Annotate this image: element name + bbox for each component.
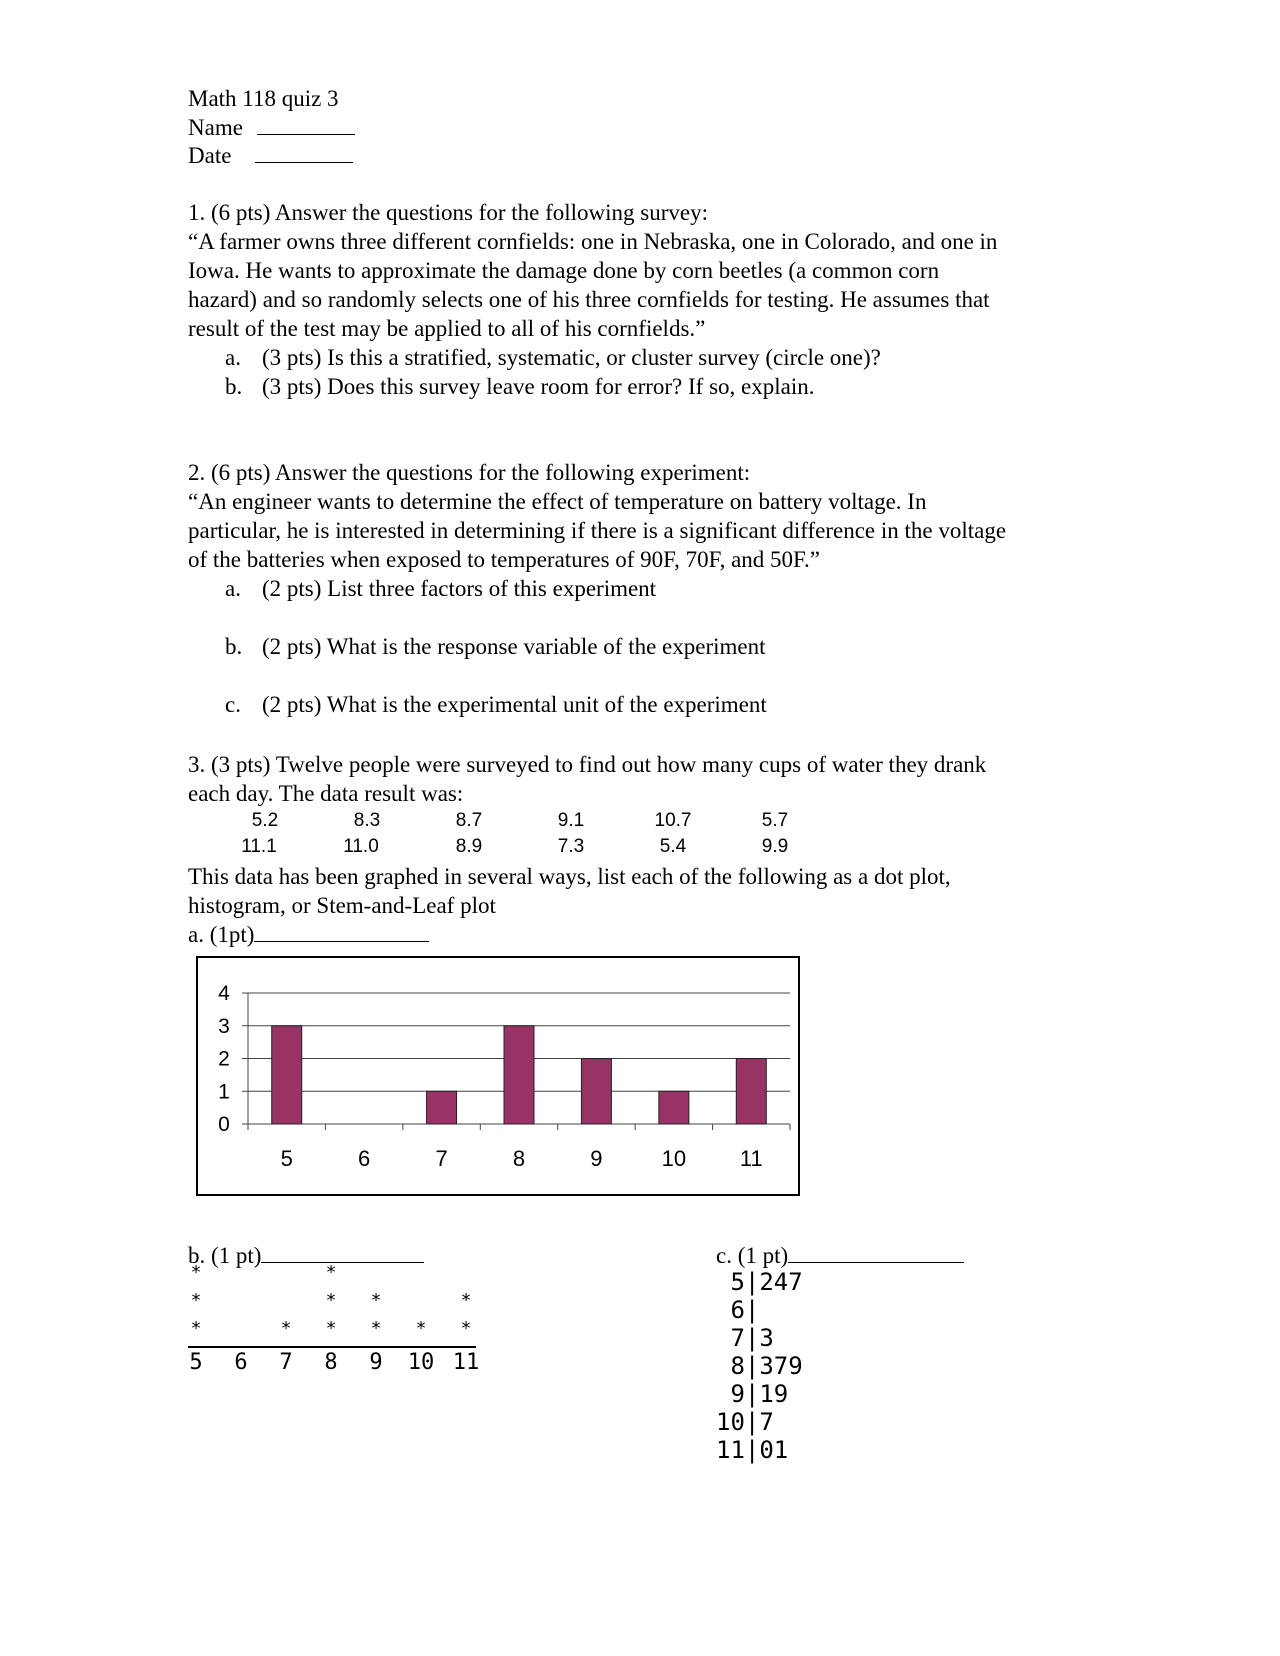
part-a-blank[interactable] — [254, 921, 429, 942]
stem-leaf-row: 11|01 — [716, 1436, 789, 1464]
q2-part-a-marker: a. — [225, 576, 241, 601]
q3-after-line: histogram, or Stem-and-Leaf plot — [188, 893, 496, 918]
q1-part-b-marker: b. — [225, 374, 243, 399]
q1-part-a-marker: a. — [225, 345, 241, 370]
dot-plot-axis-label: 7 — [279, 1350, 293, 1375]
name-line — [188, 113, 355, 142]
data-row-1 — [0, 810, 1280, 834]
q2-part-b-marker: b. — [225, 634, 243, 659]
q2-part-c-text: (2 pts) What is the experimental unit of the experiment — [262, 692, 767, 717]
data-value: 10.7 — [654, 810, 692, 831]
q1-part-b-text: (3 pts) Does this survey leave room for error? If so, explain. — [262, 374, 815, 399]
q1-line: “A farmer owns three different cornfields: one in Nebraska, one in Colorado, and one in — [188, 229, 998, 254]
data-value: 11.0 — [343, 836, 379, 857]
data-value: 9.1 — [557, 810, 585, 831]
q2-part-b-text: (2 pts) What is the response variable of the experiment — [262, 634, 766, 659]
q1-line: Iowa. He wants to approximate the damage done by corn beetles (a common corn — [188, 258, 940, 283]
dot-plot-axis-line — [188, 1346, 476, 1348]
part-b-label: b. (1 pt) — [188, 1243, 262, 1268]
q1-intro: 1. (6 pts) Answer the questions for the following survey: — [188, 200, 708, 225]
y-tick-label: 3 — [218, 1014, 230, 1038]
dot-plot-mark: * — [460, 1318, 472, 1339]
dot-plot-axis-label: 5 — [189, 1350, 203, 1375]
data-value: 9.9 — [761, 836, 789, 857]
date-line — [188, 141, 353, 170]
dot-plot-axis-label: 11 — [452, 1350, 480, 1375]
stem-leaf-row: 5|247 — [716, 1268, 803, 1296]
part-a-label: a. (1pt) — [188, 922, 255, 947]
data-value: 7.3 — [557, 836, 585, 857]
dot-plot-axis-labels — [181, 1350, 481, 1376]
q2-part-a-text: (2 pts) List three factors of this experiment — [262, 576, 657, 601]
histogram-chart — [196, 956, 800, 1196]
stem-leaf-row: 10|7 — [716, 1408, 774, 1436]
dot-plot-mark: * — [370, 1290, 382, 1311]
q1-part-a-text: (3 pts) Is this a stratified, systematic, or cluster survey (circle one)? — [262, 345, 881, 370]
q3-intro-line: each day. The data result was: — [188, 781, 464, 806]
part-b-blank[interactable] — [261, 1242, 424, 1263]
dot-plot-mark: * — [460, 1290, 472, 1311]
part-c-blank[interactable] — [788, 1242, 964, 1263]
date-label: Date — [188, 143, 232, 168]
dot-plot-mark: * — [370, 1318, 382, 1339]
histogram-bar — [504, 1026, 534, 1124]
name-label: Name — [188, 115, 243, 140]
data-value: 5.4 — [659, 836, 687, 857]
dot-plot-axis-label: 10 — [407, 1350, 435, 1375]
data-value: 5.7 — [761, 810, 789, 831]
stem-leaf-row: 8|379 — [716, 1352, 803, 1380]
x-tick-label: 7 — [435, 1146, 448, 1171]
dot-plot-mark: * — [190, 1318, 202, 1339]
histogram-bar — [581, 1059, 611, 1125]
dot-plot-mark: * — [280, 1318, 292, 1339]
stem-leaf-plot — [716, 1268, 803, 1464]
dot-plot-axis-label: 9 — [369, 1350, 383, 1375]
dot-plot — [181, 1262, 481, 1375]
date-blank[interactable] — [255, 142, 353, 163]
data-value: 11.1 — [241, 836, 277, 857]
part-c-line — [716, 1241, 964, 1270]
stem-leaf-row: 7|3 — [716, 1324, 774, 1352]
dot-plot-mark: * — [325, 1290, 337, 1311]
y-tick-label: 4 — [218, 982, 230, 1005]
q2-line: “An engineer wants to determine the effect of temperature on battery voltage. In — [188, 489, 927, 514]
name-blank[interactable] — [257, 114, 355, 135]
y-tick-label: 2 — [218, 1047, 230, 1071]
q2-part-c-marker: c. — [225, 692, 241, 717]
data-value: 8.9 — [455, 836, 483, 857]
part-a-line — [188, 920, 429, 949]
q1-line: result of the test may be applied to all of his cornfields.” — [188, 316, 706, 341]
q2-line: of the batteries when exposed to temperatures of 90F, 70F, and 50F.” — [188, 547, 820, 572]
part-c-label: c. (1 pt) — [716, 1243, 789, 1268]
x-tick-label: 11 — [739, 1146, 763, 1171]
q2-line: particular, he is interested in determining if there is a significant difference in the voltage — [188, 518, 1007, 543]
x-tick-label: 8 — [512, 1146, 526, 1171]
data-value: 5.2 — [251, 810, 279, 831]
q3-after-line: This data has been graphed in several ways, list each of the following as a dot plot, — [188, 864, 951, 889]
dot-plot-axis-label: 8 — [324, 1350, 338, 1375]
dot-plot-mark: * — [190, 1290, 202, 1311]
stem-leaf-row: 9|19 — [716, 1380, 789, 1408]
dot-plot-mark: * — [190, 1262, 202, 1283]
quiz-title: Math 118 quiz 3 — [188, 86, 339, 111]
x-tick-label: 9 — [590, 1146, 603, 1171]
histogram-bar — [427, 1091, 457, 1124]
y-tick-label: 0 — [218, 1113, 230, 1136]
histogram-bar — [272, 1026, 302, 1124]
x-tick-label: 6 — [358, 1146, 371, 1171]
data-value: 8.7 — [455, 810, 483, 831]
data-value: 8.3 — [353, 810, 381, 831]
histogram-svg — [198, 958, 798, 1194]
dot-plot-mark: * — [325, 1318, 337, 1339]
x-tick-label: 5 — [280, 1146, 293, 1171]
q1-line: hazard) and so randomly selects one of his three cornfields for testing. He assumes that — [188, 287, 990, 312]
dot-plot-mark: * — [325, 1262, 337, 1283]
data-row-2 — [0, 836, 1280, 860]
histogram-bar — [659, 1091, 689, 1124]
dot-plot-mark: * — [415, 1318, 427, 1339]
histogram-bar — [736, 1059, 766, 1125]
x-tick-label: 10 — [661, 1146, 687, 1171]
q2-intro: 2. (6 pts) Answer the questions for the following experiment: — [188, 460, 751, 485]
q3-intro-line: 3. (3 pts) Twelve people were surveyed to find out how many cups of water they drank — [188, 752, 987, 777]
stem-leaf-row: 6| — [716, 1296, 760, 1324]
y-tick-label: 1 — [218, 1080, 230, 1104]
dot-plot-axis-label: 6 — [234, 1350, 248, 1375]
